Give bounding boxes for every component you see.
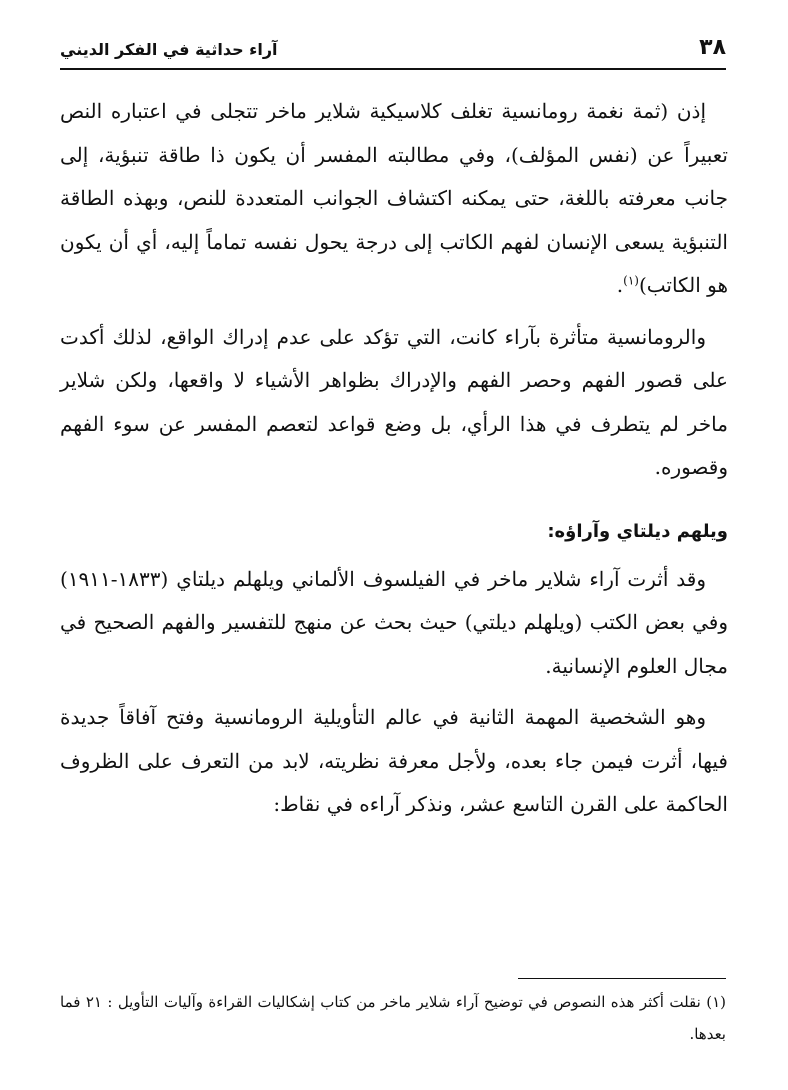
paragraph-1-text: إذن (ثمة نغمة رومانسية تغلف كلاسيكية شلاير ماخر تتجلى في اعتباره النص تعبيراً عن (نفس المؤلف)، وفي مطالبته المفسر أن يكون ذا طاقة تنبؤية، إلى جانب معرفته باللغة، حتى يمكنه اكتشاف الجوانب المتعددة للنص، وبهذه الطاقة التنبؤية يسعى الإنسان لفهم الكاتب إلى درجة يحول نفسه تماماً إليه، أي أن يكون هو الكاتب) — [60, 99, 728, 297]
running-title: آراء حداثية في الفكر الديني — [60, 40, 278, 59]
page-header — [60, 28, 726, 62]
paragraph-4: وهو الشخصية المهمة الثانية في عالم التأويلية الرومانسية وفتح آفاقاً جديدة فيها، أثرت فيمن جاء بعده، ولأجل معرفة نظريته، لابد من التعرف على الظروف الحاكمة على القرن التاسع عشر، ونذكر آراءه في نقاط: — [60, 705, 728, 816]
paragraph-1-end: . — [616, 273, 624, 297]
page-number: ٣٨ — [699, 35, 726, 60]
paragraph-3: وقد أثرت آراء شلاير ماخر في الفيلسوف الألماني ويلهلم ديلتاي (١٨٣٣-١٩١١) وفي بعض الكتب (ويلهلم ديلتي) حيث بحث عن منهج للتفسير والفهم الصحيح في مجال العلوم الإنسانية. — [60, 566, 728, 678]
footnote-rule — [518, 978, 726, 979]
header-rule — [60, 68, 726, 70]
footnote-reference[interactable]: (١) — [623, 273, 639, 288]
paragraph-1 — [60, 90, 728, 308]
page-body — [60, 90, 728, 835]
section-heading: ويلهم ديلتاي وآراؤه: — [547, 520, 728, 542]
footnote: (١) نقلت أكثر هذه النصوص في توضيح آراء شلاير ماخر من كتاب إشكاليات القراءة وآليات التأويل : ٢١ فما بعدها. — [60, 993, 727, 1043]
paragraph-2: والرومانسية متأثرة بآراء كانت، التي تؤكد على عدم إدراك الواقع، لذلك أكدت على قصور الفهم وحصر الفهم والإدراك بظواهر الأشياء لا واقعها، ولكن شلاير ماخر لم يتطرف في هذا الرأي، بل وضع قواعد لتعصم المفسر عن سوء الفهم وقصوره. — [60, 324, 728, 479]
